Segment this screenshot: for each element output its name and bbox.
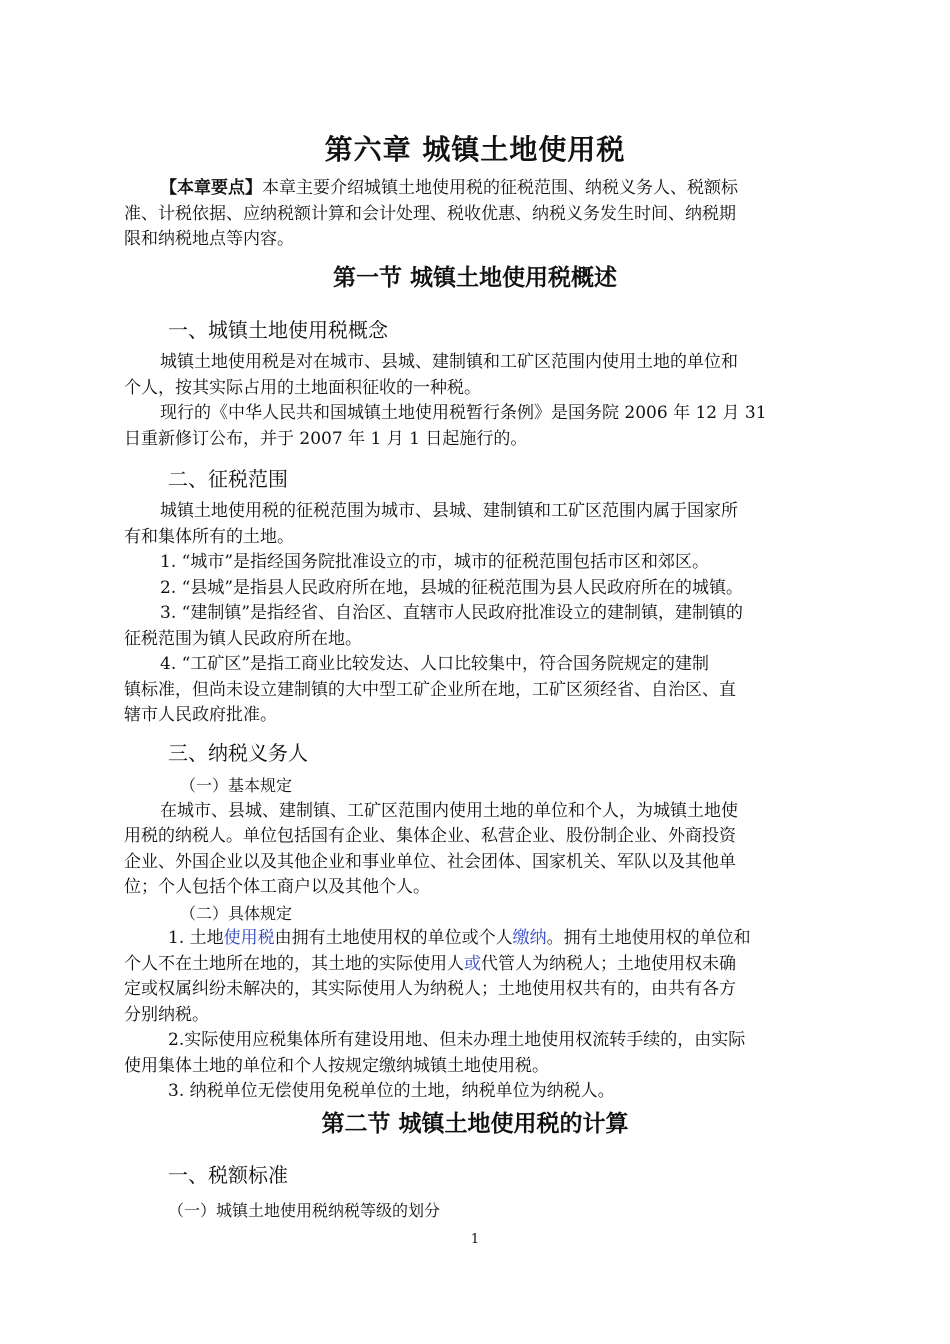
subheading: （一）基本规定 (180, 776, 293, 795)
text-line: 个人，按其实际占用的土地面积征收的一种税。 (124, 377, 481, 398)
list-item: 2.实际使用应税集体所有建设用地、但未办理土地使用权流转手续的，由实际 (168, 1030, 746, 1050)
summary-text-line: 准、计税依据、应纳税额计算和会计处理、税收优惠、纳税义务发生时间、纳税期 (124, 203, 736, 224)
page-number: 1 (470, 1232, 480, 1247)
text-line: 有和集体所有的土地。 (124, 526, 294, 547)
heading-concept: 一、城镇土地使用税概念 (168, 318, 388, 342)
text-line: 城镇土地使用税的征税范围为城市、县城、建制镇和工矿区范围内属于国家所 (160, 501, 738, 521)
taxpayer-paragraph (124, 773, 828, 1105)
text-run: 1. 土地 (168, 928, 224, 948)
list-item: 2. “县城”是指县人民政府所在地，县城的征税范围为县人民政府所在的城镇。 (160, 577, 744, 598)
text-line (124, 926, 828, 952)
list-item: 4. “工矿区”是指工商业比较发达、人口比较集中，符合国务院规定的建制 (160, 654, 710, 674)
summary-text-line: 限和纳税地点等内容。 (124, 229, 294, 249)
subheading: （二）具体规定 (180, 903, 293, 923)
summary-label: 【本章要点】 (160, 178, 262, 198)
subheading: （一）城镇土地使用税纳税等级的划分 (168, 1201, 441, 1220)
heading-tax-rate: 一、税额标准 (168, 1163, 288, 1187)
text-line: 分别纳税。 (124, 1004, 209, 1025)
text-line: 企业、外国企业以及其他企业和事业单位、社会团体、国家机关、军队以及其他单 (124, 851, 736, 872)
highlight-text: 或 (464, 953, 481, 974)
highlight-text: 使用税 (223, 928, 275, 948)
text-line: 在城市、县城、建制镇、工矿区范围内使用土地的单位和个人，为城镇土地使 (160, 800, 738, 821)
heading-taxpayer: 三、纳税义务人 (168, 741, 308, 765)
text-line: 辖市人民政府批准。 (124, 705, 277, 725)
text-line: 日重新修订公布，并于 2007 年 1 月 1 日起施行的。 (124, 428, 528, 449)
heading-scope: 二、征税范围 (168, 467, 288, 491)
summary-text-line: 本章主要介绍城镇土地使用税的征税范围、纳税义务人、税额标 (262, 178, 738, 198)
chapter-title: 第六章 城镇土地使用税 (324, 133, 626, 166)
text-line: 镇标准，但尚未设立建制镇的大中型工矿企业所在地，工矿区须经省、自治区、直 (124, 679, 736, 700)
text-line: 定或权属纠纷未解决的，其实际使用人为纳税人；土地使用权共有的，由共有各方 (124, 979, 736, 999)
section-title: 第一节 城镇土地使用税概述 (332, 264, 617, 291)
highlight-text: 缴纳 (512, 928, 547, 948)
text-run: 个人不在土地所在地的，其土地的实际使用人 (124, 953, 464, 974)
text-run: 。拥有土地使用权的单位和 (546, 928, 751, 948)
list-item: 3. 纳税单位无偿使用免税单位的土地，纳税单位为纳税人。 (168, 1081, 615, 1101)
text-line: 使用集体土地的单位和个人按规定缴纳城镇土地使用税。 (124, 1055, 549, 1076)
list-item: 1. “城市”是指经国务院批准设立的市，城市的征税范围包括市区和郊区。 (160, 552, 710, 572)
text-line: 征税范围为镇人民政府所在地。 (124, 628, 362, 649)
text-run: 由拥有土地使用权的单位或个人 (274, 928, 513, 948)
text-line: 城镇土地使用税是对在城市、县城、建制镇和工矿区范围内使用土地的单位和 (160, 352, 738, 372)
text-line: 现行的《中华人民共和国城镇土地使用税暂行条例》是国务院 2006 年 12 月 31 (160, 403, 767, 423)
list-item: 3. “建制镇”是指经省、自治区、直辖市人民政府批准设立的建制镇，建制镇的 (160, 603, 744, 623)
text-line: 用税的纳税人。单位包括国有企业、集体企业、私营企业、股份制企业、外商投资 (124, 826, 736, 846)
text-line (124, 952, 828, 978)
subheading-paragraph (124, 1198, 828, 1224)
concept-paragraph (124, 350, 828, 452)
scope-paragraph (124, 499, 828, 729)
chapter-summary (124, 176, 828, 253)
text-run: 代管人为纳税人；土地使用权未确 (481, 953, 736, 974)
section-title: 第二节 城镇土地使用税的计算 (321, 1110, 629, 1137)
text-line: 位；个人包括个体工商户以及其他个人。 (124, 877, 430, 897)
